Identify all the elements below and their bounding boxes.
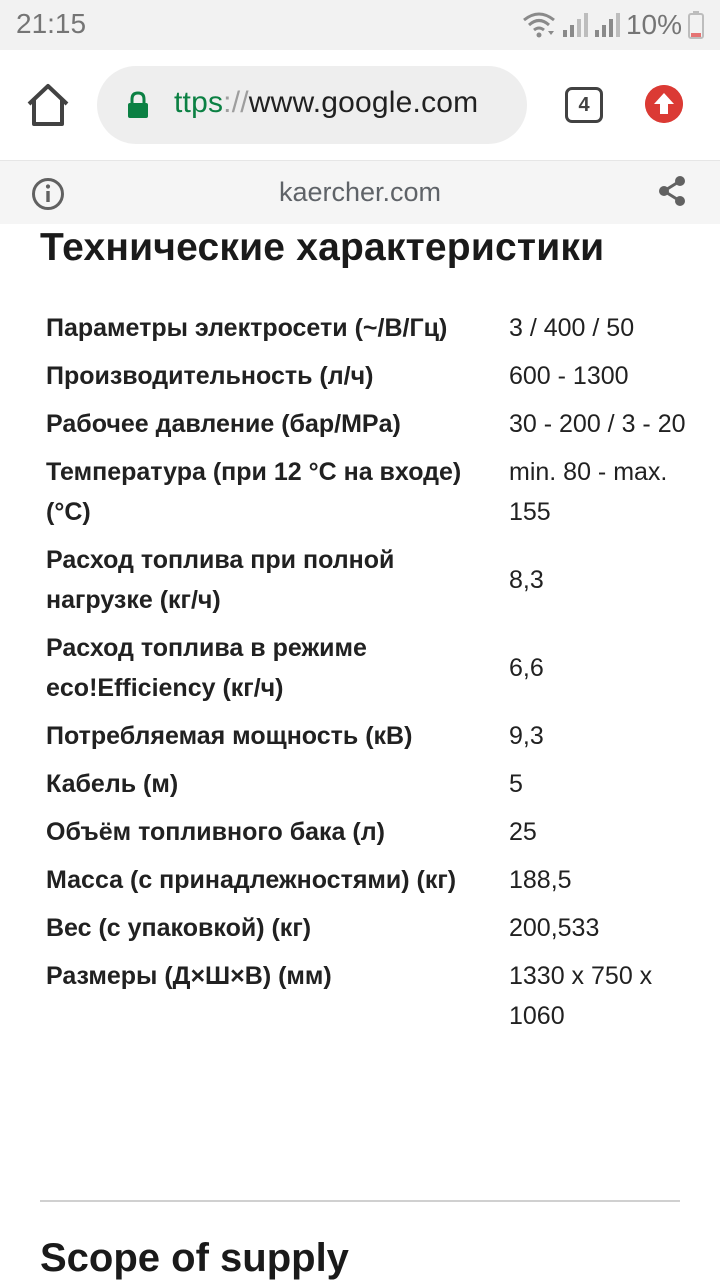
spec-label: Производительность (л/ч) [46,362,374,390]
page-content [0,224,720,1280]
spec-row [46,540,686,620]
spec-row [46,308,686,348]
signal-icon [562,12,588,38]
spec-row [46,908,686,948]
spec-row [46,764,686,804]
spec-value: 25 [509,818,537,846]
spec-value: 600 - 1300 [509,362,629,390]
spec-value: 30 - 200 / 3 - 20 [509,410,686,438]
signal-icon [594,12,620,38]
home-icon[interactable] [24,82,72,128]
spec-label: Объём топливного бака (л) [46,818,385,846]
spec-value: 3 / 400 / 50 [509,314,635,342]
spec-value: 1330 x 750 x 1060 [509,962,653,1030]
tab-switcher-button[interactable] [565,87,603,123]
spec-value: 188,5 [509,866,572,894]
url-host: www.google.com [248,86,479,119]
wifi-icon [522,11,556,39]
battery-icon [688,11,704,39]
status-bar [0,0,720,50]
spec-label: Потребляемая мощность (кВ) [46,722,413,750]
browser-toolbar [0,50,720,160]
spec-label: Рабочее давление (бар/MPa) [46,410,401,438]
lock-icon [127,91,149,119]
spec-label: Расход топлива в режиме eco!Efficiency (кг/ч) [46,634,367,702]
section-title-scope: Scope of supply [40,1236,349,1280]
spec-row [46,812,686,852]
status-icons [522,8,704,42]
url-bar[interactable] [97,66,527,144]
spec-row [46,956,686,1036]
spec-label: Вес (с упаковкой) (кг) [46,914,312,942]
status-time: 21:15 [16,8,87,39]
spec-label: Кабель (м) [46,770,179,798]
share-icon[interactable] [656,174,688,208]
spec-row [46,404,686,444]
spec-label: Параметры электросети (~/В/Гц) [46,314,448,342]
spec-value: min. 80 - max. 155 [509,458,668,526]
spec-label: Расход топлива при полной нагрузке (кг/ч) [46,546,395,614]
spec-table [46,308,686,1044]
update-icon[interactable] [645,85,683,123]
spec-label: Масса (с принадлежностями) (кг) [46,866,457,894]
spec-value: 200,533 [509,914,600,942]
tab-count: 4 [578,93,590,116]
section-divider [40,1200,680,1202]
spec-value: 9,3 [509,722,544,750]
spec-value: 8,3 [509,566,544,594]
url-separator: :// [223,86,249,119]
url-scheme: ttps [174,86,224,119]
spec-value: 6,6 [509,654,544,682]
spec-row [46,716,686,756]
spec-label: Размеры (Д×Ш×В) (мм) [46,962,332,990]
spec-value: 5 [509,770,523,798]
site-domain: kaercher.com [278,177,442,207]
spec-row [46,860,686,900]
spec-label: Температура (при 12 °C на входе) (°C) [46,458,462,526]
site-info-bar [0,160,720,224]
spec-row [46,452,686,532]
spec-row [46,628,686,708]
spec-row [46,356,686,396]
url-text [174,86,478,120]
battery-percent: 10% [625,9,682,40]
section-title-specs: Технические характеристики [40,226,605,269]
